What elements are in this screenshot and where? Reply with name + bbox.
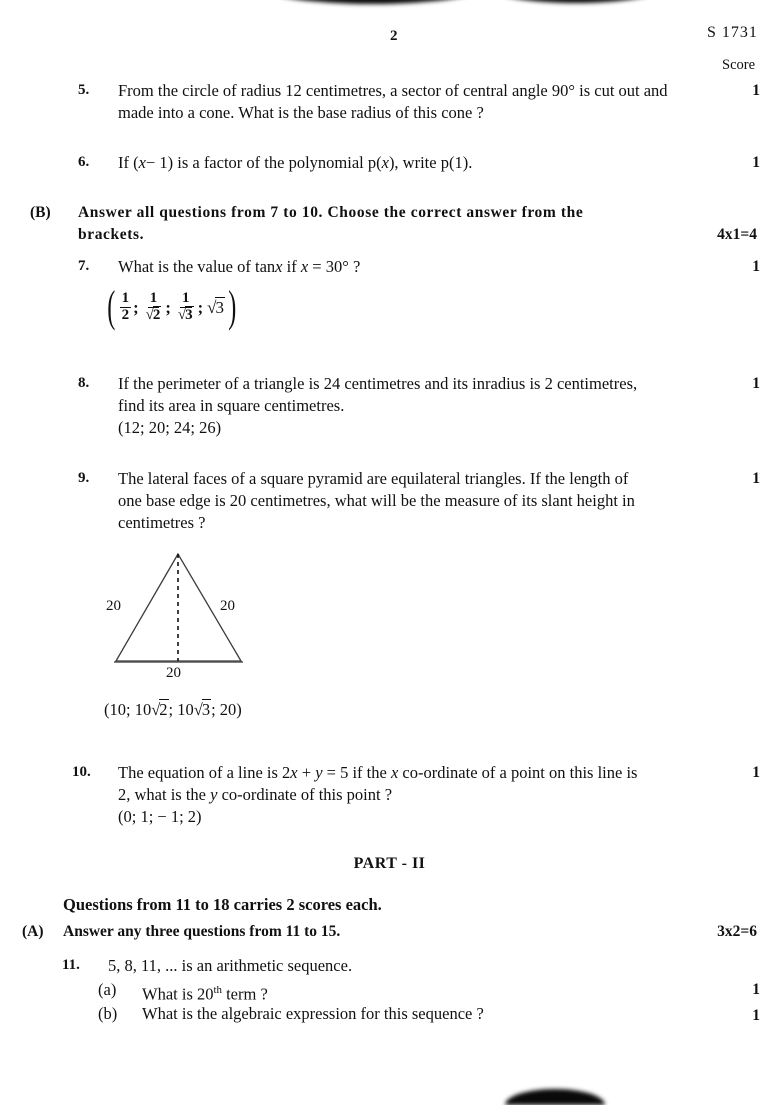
paper-code: S 1731 xyxy=(707,24,758,41)
question-9-mark: 1 xyxy=(752,470,760,487)
question-6-number: 6. xyxy=(78,154,90,170)
variable-x: x xyxy=(290,763,298,782)
question-9-line3: centimetres ? xyxy=(118,513,206,532)
question-6-text-b: − 1) is a factor of the polynomial p( xyxy=(145,153,382,172)
section-a-marks: 3x2=6 xyxy=(717,923,757,940)
open-paren-icon: ( xyxy=(107,282,116,332)
part-2-heading: PART - II xyxy=(353,855,426,872)
variable-x-2: x xyxy=(390,763,399,782)
triangle-left-side-label: 20 xyxy=(106,598,121,614)
question-10 xyxy=(72,762,722,828)
section-a-instruction: Answer any three questions from 11 to 15. xyxy=(63,923,341,940)
question-11-sub-a-mark: 1 xyxy=(752,981,760,998)
question-11 xyxy=(62,955,722,977)
section-b-line1: Answer all questions from 7 to 10. Choose the correct answer from the xyxy=(78,204,584,221)
question-9-line2: one base edge is 20 centimetres, what will be the measure of its slant height in xyxy=(118,491,635,510)
close-paren-icon: ) xyxy=(228,282,237,332)
root-two: √2 xyxy=(151,700,168,719)
question-10-text xyxy=(118,762,703,828)
variable-x: x xyxy=(138,153,146,172)
question-10-line2-b: co-ordinate of this point ? xyxy=(217,785,393,804)
variable-y-2: y xyxy=(210,785,218,804)
question-10-line2-a: 2, what is the xyxy=(118,785,211,804)
question-7-mark: 1 xyxy=(752,258,760,275)
question-9-line1: The lateral faces of a square pyramid are equilateral triangles. If the length of xyxy=(118,469,629,488)
sub-a-text-b: term ? xyxy=(221,984,268,1004)
question-11-sub-a-text xyxy=(142,979,702,1006)
question-6-text-c: ), write p(1). xyxy=(388,153,473,172)
option-separator-1: ; xyxy=(133,298,139,318)
question-9 xyxy=(78,468,718,534)
root-three: √3 xyxy=(193,700,211,719)
equilateral-triangle-figure xyxy=(100,545,270,685)
question-8-mark: 1 xyxy=(752,375,760,392)
option-one-over-root-two: $\frac{1}{√2}$ xyxy=(145,290,161,323)
sub-a-text-a: What is 20 xyxy=(142,984,214,1004)
question-5-line1-b: is cut out and xyxy=(574,81,668,100)
question-8-line2: find its area in square centimetres. xyxy=(118,396,345,415)
degree-symbol: ° xyxy=(568,81,575,100)
option-separator-2: ; xyxy=(165,298,171,318)
question-10-number: 10. xyxy=(72,764,91,780)
question-11-sub-b-text: What is the algebraic expression for this sequence ? xyxy=(142,1004,484,1023)
question-5-mark: 1 xyxy=(752,82,760,99)
question-7-text xyxy=(118,256,703,278)
question-6-mark: 1 xyxy=(752,154,760,171)
section-b-line2: brackets. xyxy=(78,226,145,243)
question-8-text xyxy=(118,373,703,439)
page-number: 2 xyxy=(390,28,398,44)
option-one-half: $\frac{1}{2}$ xyxy=(121,290,130,323)
question-7-text-a: What is the value of tan xyxy=(118,257,276,276)
variable-x-2: x xyxy=(381,153,389,172)
question-7 xyxy=(78,256,718,278)
section-a-label: (A) xyxy=(22,923,44,940)
question-8-number: 8. xyxy=(78,375,90,391)
variable-y: y xyxy=(315,763,323,782)
question-5 xyxy=(78,80,718,124)
question-6-text-a: If ( xyxy=(118,153,139,172)
question-8-options: (12; 20; 24; 26) xyxy=(118,418,222,437)
degree-symbol: ° xyxy=(342,257,349,276)
question-10-options: (0; 1; − 1; 2) xyxy=(118,807,202,826)
question-6 xyxy=(78,152,718,174)
variable-x-2: x xyxy=(300,257,309,276)
question-9-text xyxy=(118,468,703,534)
option-root-three: √3 xyxy=(207,298,224,318)
question-7-text-b: if xyxy=(282,257,301,276)
score-column-header: Score xyxy=(722,57,756,73)
question-5-line2: made into a cone. What is the base radius of this cone ? xyxy=(118,103,484,122)
variable-x: x xyxy=(275,257,283,276)
question-7-text-c: = 30 xyxy=(308,257,343,276)
question-11-sub-a-label: (a) xyxy=(98,980,117,999)
question-9-options-prefix: (10; 10 xyxy=(104,700,152,719)
question-7-number: 7. xyxy=(78,258,90,274)
question-9-options-suffix: ; 20) xyxy=(211,700,242,719)
question-10-line1-a: The equation of a line is 2 xyxy=(118,763,291,782)
question-5-line1-a: From the circle of radius 12 centimetres, a sector of central angle 90 xyxy=(118,81,569,100)
option-one-over-root-three: $\frac{1}{√3}$ xyxy=(177,290,193,323)
triangle-base-label: 20 xyxy=(166,665,181,681)
question-11-sub-a xyxy=(98,979,758,1006)
section-b-marks: 4x1=4 xyxy=(717,226,757,243)
question-5-text xyxy=(118,80,703,124)
question-8 xyxy=(78,373,718,439)
question-6-text xyxy=(118,152,703,174)
triangle-svg xyxy=(100,545,270,685)
question-11-sub-b-mark: 1 xyxy=(752,1007,760,1024)
question-7-text-d: ? xyxy=(348,257,361,276)
triangle-right-side-label: 20 xyxy=(220,598,235,614)
question-9-number: 9. xyxy=(78,470,90,486)
ordinal-suffix: th xyxy=(213,984,222,996)
question-9-options-mid: ; 10 xyxy=(168,700,194,719)
question-11-sub-b-label: (b) xyxy=(98,1004,118,1023)
question-11-stem: 5, 8, 11, ... is an arithmetic sequence. xyxy=(108,956,353,975)
question-10-line1-d: co-ordinate of a point on this line is xyxy=(398,763,638,782)
section-b-instruction xyxy=(78,202,718,246)
option-separator-3: ; xyxy=(197,298,204,318)
question-7-options xyxy=(104,282,240,332)
question-8-line1: If the perimeter of a triangle is 24 centimetres and its inradius is 2 centimetres, xyxy=(118,374,638,393)
question-10-mark: 1 xyxy=(752,764,760,781)
question-9-options xyxy=(104,700,242,720)
question-10-line1-c: = 5 if the xyxy=(322,763,391,782)
question-10-line1-b: + xyxy=(297,763,316,782)
part-2-note: Questions from 11 to 18 carries 2 scores each. xyxy=(63,895,382,914)
question-11-sub-b xyxy=(98,1003,758,1025)
section-b-label: (B) xyxy=(30,204,51,221)
question-11-number: 11. xyxy=(62,957,80,973)
question-5-number: 5. xyxy=(78,82,90,98)
